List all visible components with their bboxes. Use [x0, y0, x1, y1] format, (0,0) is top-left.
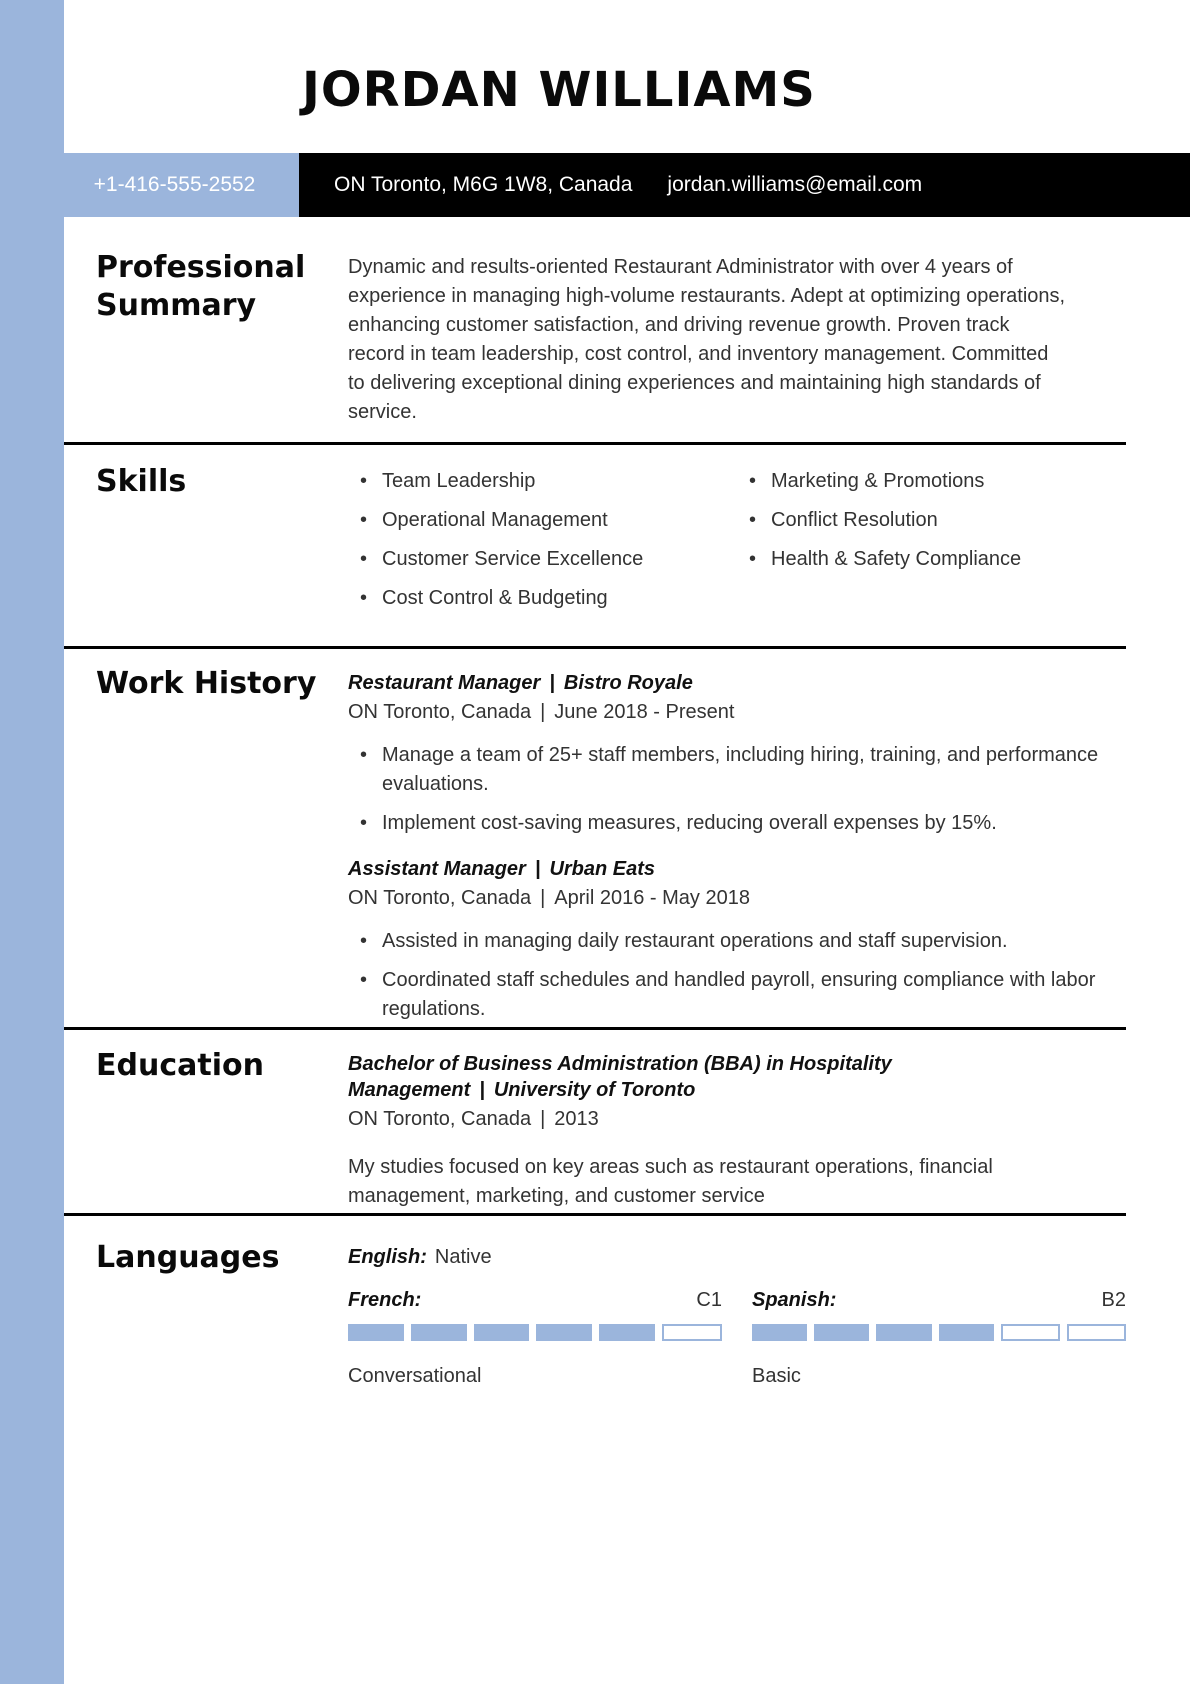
skill-item: • Operational Management	[348, 506, 737, 535]
phone-number: +1-416-555-2552	[93, 173, 256, 196]
education-heading: Education	[96, 1048, 264, 1083]
left-accent-strip	[0, 0, 64, 1684]
job-title-text: Assistant Manager	[348, 858, 526, 880]
education-title-line	[348, 1051, 1088, 1103]
level-bar-segment	[474, 1324, 530, 1341]
job-dates: April 2016 - May 2018	[554, 887, 750, 909]
job-location: ON Toronto, Canada	[348, 701, 532, 723]
job-bullet: • Coordinated staff schedules and handled payroll, ensuring compliance with labor regulations.	[348, 966, 1126, 1024]
languages-body	[348, 1243, 1126, 1391]
native-language-row	[348, 1243, 1126, 1272]
pipe-separator: |	[549, 672, 555, 694]
section-heading-column	[64, 464, 348, 623]
language-label: Spanish:	[752, 1289, 837, 1311]
education-year: 2013	[554, 1108, 599, 1130]
language-level-bar	[348, 1324, 722, 1341]
skill-item: • Marketing & Promotions	[737, 467, 1126, 496]
summary-text: Dynamic and results-oriented Restaurant Administrator with over 4 years of experience in managing high-volume restaurants. Adept at optimizing operations, enhancing customer satisfaction, and driving revenue growth. Proven track record in team leadership, cost control, and inventory management. Committed to delivering exceptional dining experiences and maintaining high standards of service.	[348, 256, 1066, 423]
skills-heading: Skills	[96, 464, 187, 499]
job-company: Bistro Royale	[563, 672, 693, 694]
job-title-line	[348, 669, 1126, 698]
job-bullet: • Assisted in managing daily restaurant operations and staff supervision.	[348, 927, 1126, 956]
level-bar-segment	[814, 1324, 869, 1341]
education-location: ON Toronto, Canada	[348, 1108, 532, 1130]
level-bar-segment	[1001, 1324, 1060, 1341]
job-bullet-list	[348, 927, 1126, 1024]
education-degree: Bachelor of Business Administration (BBA) in Hospitality Management	[348, 1053, 892, 1101]
language-proficiency: Basic	[752, 1365, 801, 1387]
professional-summary-body	[348, 253, 1126, 427]
section-heading-column	[64, 1048, 348, 1211]
language-proficiency: Conversational	[348, 1365, 482, 1387]
skills-columns	[348, 467, 1126, 623]
contact-address: ON Toronto, M6G 1W8, Canada	[334, 173, 633, 196]
language-header	[348, 1286, 722, 1315]
job-entry	[348, 855, 1126, 1024]
section-professional-summary	[64, 217, 1126, 442]
contact-bar	[0, 153, 1190, 217]
pipe-separator: |	[540, 1108, 546, 1130]
job-meta-line	[348, 884, 1126, 913]
skills-column	[737, 467, 1126, 623]
contact-info-segment	[299, 153, 1190, 217]
education-body	[348, 1051, 1126, 1211]
job-title-line	[348, 855, 1126, 884]
job-title-text: Restaurant Manager	[348, 672, 541, 694]
level-bar-segment	[536, 1324, 592, 1341]
level-bar-segment	[752, 1324, 807, 1341]
section-heading-column	[64, 1240, 348, 1391]
section-languages	[64, 1213, 1126, 1431]
job-list	[348, 669, 1126, 1024]
language-level-bar	[752, 1324, 1126, 1341]
language-label: English:	[348, 1246, 427, 1268]
pipe-separator: |	[540, 887, 546, 909]
job-bullet-list	[348, 741, 1126, 838]
pipe-separator: |	[534, 858, 541, 880]
section-skills	[64, 442, 1126, 646]
level-bar-segment	[876, 1324, 931, 1341]
section-heading-column	[64, 250, 348, 427]
language-label: French:	[348, 1289, 422, 1311]
job-entry	[348, 669, 1126, 838]
language-column	[752, 1286, 1126, 1391]
job-location: ON Toronto, Canada	[348, 887, 532, 909]
level-bar-segment	[1067, 1324, 1126, 1341]
skills-body	[348, 467, 1126, 623]
skill-item: • Cost Control & Budgeting	[348, 584, 737, 613]
language-level-code: C1	[696, 1289, 722, 1311]
section-work-history	[64, 646, 1126, 1027]
skill-item: • Customer Service Excellence	[348, 545, 737, 574]
contact-phone-segment	[0, 153, 299, 217]
education-description: My studies focused on key areas such as restaurant operations, financial management, marketing, and customer service	[348, 1156, 993, 1207]
job-bullet: • Manage a team of 25+ staff members, including hiring, training, and performance evaluations.	[348, 741, 1126, 799]
language-column	[348, 1286, 722, 1391]
skill-item: • Conflict Resolution	[737, 506, 1126, 535]
language-level-code: B2	[1101, 1289, 1126, 1311]
pipe-separator: |	[479, 1079, 485, 1101]
section-heading-column	[64, 666, 348, 1024]
professional-summary-heading: Professional Summary	[96, 250, 306, 323]
language-header	[752, 1286, 1126, 1315]
work-history-heading: Work History	[96, 666, 317, 701]
job-company: Urban Eats	[549, 858, 656, 880]
work-history-body	[348, 669, 1126, 1024]
education-school: University of Toronto	[493, 1079, 696, 1101]
candidate-name: JORDAN WILLIAMS	[302, 62, 816, 118]
level-bar-segment	[348, 1324, 404, 1341]
level-bar-segment	[599, 1324, 655, 1341]
level-bar-segment	[662, 1324, 722, 1341]
language-value: Native	[434, 1246, 492, 1268]
resume-content	[64, 217, 1126, 1431]
level-bar-segment	[939, 1324, 994, 1341]
job-dates: June 2018 - Present	[554, 701, 735, 723]
skill-item: • Team Leadership	[348, 467, 737, 496]
section-education	[64, 1027, 1126, 1213]
contact-email: jordan.williams@email.com	[667, 173, 923, 196]
education-meta-line	[348, 1105, 1126, 1134]
language-columns	[348, 1286, 1126, 1391]
skill-item: • Health & Safety Compliance	[737, 545, 1126, 574]
skills-column	[348, 467, 737, 623]
job-bullet: • Implement cost-saving measures, reducing overall expenses by 15%.	[348, 809, 1126, 838]
pipe-separator: |	[540, 701, 546, 723]
languages-heading: Languages	[96, 1240, 280, 1275]
level-bar-segment	[411, 1324, 467, 1341]
job-meta-line	[348, 698, 1126, 727]
